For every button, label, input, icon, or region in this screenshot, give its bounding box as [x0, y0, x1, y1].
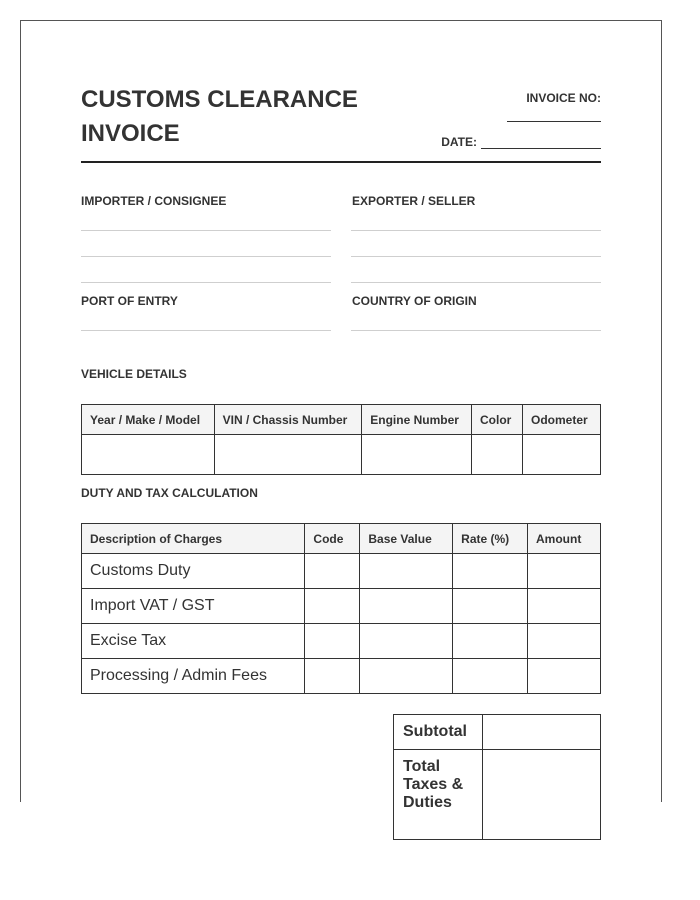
duty-col-description: Description of Charges: [82, 524, 305, 554]
table-row: [82, 659, 601, 694]
charge-code-cell[interactable]: [305, 659, 360, 694]
charge-base-value-cell[interactable]: [360, 554, 453, 589]
duty-header-row: [82, 524, 601, 554]
importer-label: IMPORTER / CONSIGNEE: [81, 194, 227, 208]
duty-col-rate: Rate (%): [453, 524, 528, 554]
total-taxes-row: [394, 750, 601, 840]
vehicle-odometer-cell[interactable]: [523, 435, 601, 475]
exporter-line-3[interactable]: [351, 282, 601, 283]
country-of-origin-field[interactable]: [351, 330, 601, 331]
duty-col-amount: Amount: [528, 524, 601, 554]
duty-col-code: Code: [305, 524, 360, 554]
charge-rate-cell[interactable]: [453, 659, 528, 694]
charge-amount-cell[interactable]: [528, 659, 601, 694]
charge-rate-cell[interactable]: [453, 554, 528, 589]
charge-description: Excise Tax: [82, 624, 305, 659]
port-of-entry-field[interactable]: [81, 330, 331, 331]
importer-line-1[interactable]: [81, 230, 331, 231]
invoice-number-label: INVOICE NO:: [526, 91, 601, 105]
charge-description: Processing / Admin Fees: [82, 659, 305, 694]
charge-code-cell[interactable]: [305, 589, 360, 624]
vehicle-header-row: [82, 405, 601, 435]
charge-rate-cell[interactable]: [453, 589, 528, 624]
vehicle-details-label: VEHICLE DETAILS: [81, 367, 187, 381]
totals-table: [393, 714, 601, 840]
charge-base-value-cell[interactable]: [360, 589, 453, 624]
table-row: [82, 589, 601, 624]
vehicle-col-color: Color: [472, 405, 523, 435]
charge-description: Import VAT / GST: [82, 589, 305, 624]
charge-base-value-cell[interactable]: [360, 659, 453, 694]
table-row: [82, 554, 601, 589]
vehicle-details-table: [81, 404, 601, 475]
date-field[interactable]: [481, 138, 601, 149]
header-divider: [81, 161, 601, 163]
port-of-entry-label: PORT OF ENTRY: [81, 294, 178, 308]
vehicle-entry-row: [82, 435, 601, 475]
total-taxes-value-cell[interactable]: [482, 750, 600, 840]
country-of-origin-label: COUNTRY OF ORIGIN: [352, 294, 477, 308]
vehicle-col-engine: Engine Number: [362, 405, 472, 435]
charge-description: Customs Duty: [82, 554, 305, 589]
vehicle-col-odometer: Odometer: [523, 405, 601, 435]
invoice-title: CUSTOMS CLEARANCE INVOICE: [81, 86, 358, 147]
table-row: [82, 624, 601, 659]
charge-amount-cell[interactable]: [528, 589, 601, 624]
invoice-number-field[interactable]: [507, 121, 601, 122]
charge-code-cell[interactable]: [305, 554, 360, 589]
charge-rate-cell[interactable]: [453, 624, 528, 659]
charge-code-cell[interactable]: [305, 624, 360, 659]
importer-line-3[interactable]: [81, 282, 331, 283]
vehicle-color-cell[interactable]: [472, 435, 523, 475]
invoice-sheet: [20, 20, 662, 811]
charge-amount-cell[interactable]: [528, 624, 601, 659]
exporter-line-1[interactable]: [351, 230, 601, 231]
subtotal-value-cell[interactable]: [482, 715, 600, 750]
vehicle-col-vin: VIN / Chassis Number: [214, 405, 362, 435]
total-taxes-label: Total Taxes & Duties: [394, 750, 483, 840]
duty-col-base-value: Base Value: [360, 524, 453, 554]
exporter-line-2[interactable]: [351, 256, 601, 257]
importer-line-2[interactable]: [81, 256, 331, 257]
exporter-label: EXPORTER / SELLER: [352, 194, 476, 208]
charge-amount-cell[interactable]: [528, 554, 601, 589]
vehicle-col-year-make-model: Year / Make / Model: [82, 405, 215, 435]
vehicle-vin-cell[interactable]: [214, 435, 362, 475]
vehicle-engine-cell[interactable]: [362, 435, 472, 475]
duty-tax-table: [81, 523, 601, 694]
date-row: [441, 135, 601, 149]
vehicle-year-make-model-cell[interactable]: [82, 435, 215, 475]
date-label: DATE:: [441, 135, 477, 149]
subtotal-row: [394, 715, 601, 750]
subtotal-label: Subtotal: [394, 715, 483, 750]
duty-tax-label: DUTY AND TAX CALCULATION: [81, 486, 258, 500]
charge-base-value-cell[interactable]: [360, 624, 453, 659]
